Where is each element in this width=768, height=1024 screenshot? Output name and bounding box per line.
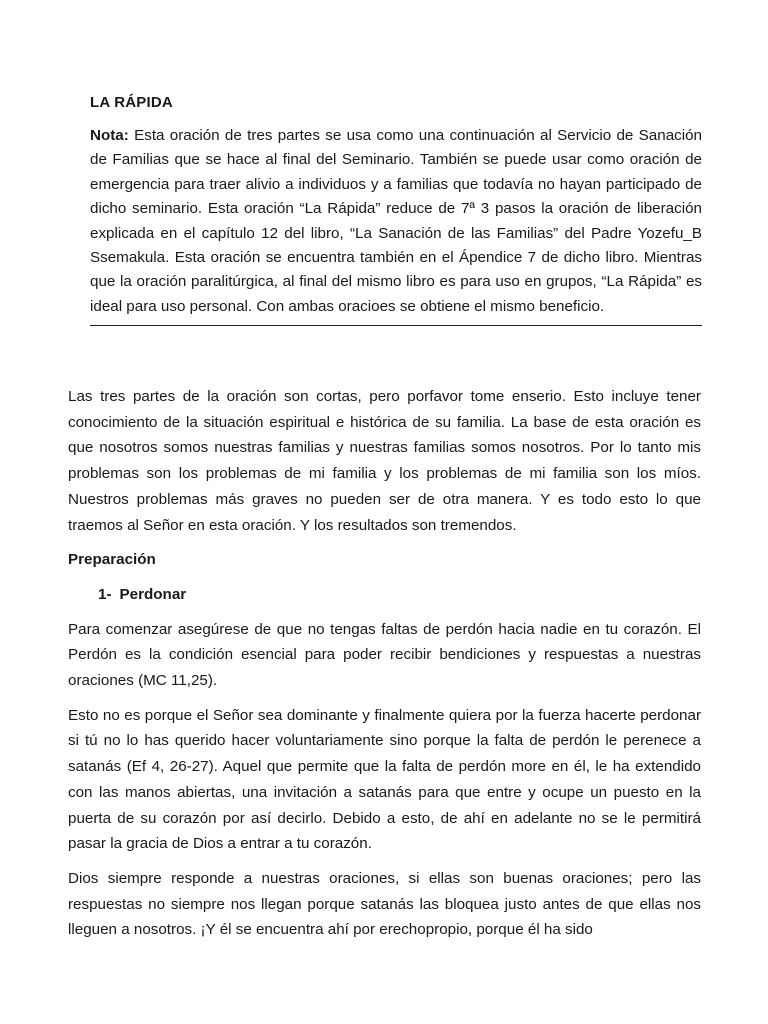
- paragraph-forgiveness: Para comenzar asegúrese de que no tengas faltas de perdón hacia nadie en tu corazón. El Perdón es la condición esencial para poder recibir bendiciones y respuestas a nuestras oraciones (MC 11,25).: [68, 620, 701, 690]
- step-title: Perdonar: [119, 585, 187, 603]
- note-text: Esta oración de tres partes se usa como una continuación al Servicio de Sanación de Familias que se hace al final del Seminario. También se puede usar como oración de emergencia para traer alivio a individuos y a familias que todavía no hayan participado de dicho seminario. Esta oración “La Rápida” reduce de 7ª 3 pasos la oración de liberación explicada en el capítulo 12 del libro, “La Sanación de las Familias” del Padre Yozefu_B Ssemakula. Esta oración se encuentra también en el Ápendice 7 de dicho libro. Mientras que la oración paralitúrgica, al final del mismo libro es para uso en grupos, “La Rápida” es ideal para uso personal. Con ambas oracioes se obtiene el mismo beneficio.: [90, 127, 702, 315]
- section-heading: Preparación: [68, 551, 156, 569]
- note-label: Nota:: [90, 127, 129, 144]
- step-number: 1-: [98, 585, 112, 603]
- paragraph-answers: Dios siempre responde a nuestras oraciones, si ellas son buenas oraciones; pero las respuestas no siempre nos llegan porque satanás las bloquea justo antes de que ellas nos lleguen a nosotros. ¡Y él se encuentra ahí por erechopropio, porque él ha sido: [68, 869, 701, 939]
- note-box: [90, 124, 702, 326]
- document-body: [68, 384, 701, 952]
- paragraph-explanation: Esto no es porque el Señor sea dominante y finalmente quiera por la fuerza hacerte perdonar si tú no lo has querido hacer voluntariamente sino porque la falta de perdón le perenece a satanás (Ef 4, 26-27). Aquel que permite que la falta de perdón more en él, le ha extendido con las manos abiertas, una invitación a satanás para que entre y ocupe un puesto en la puerta de su corazón por así decirlo. Debido a esto, de ahí en adelante no se le permitirá pasar la gracia de Dios a entrar a tu corazón.: [68, 706, 701, 853]
- intro-paragraph: Las tres partes de la oración son cortas, pero porfavor tome enserio. Esto incluye tener conocimiento de la situación espiritual e histórica de su familia. La base de esta oración es que nosotros somos nuestras familias y nuestras familias somos nosotros. Por lo tanto mis problemas son los problemas de mi familia y los problemas de mi familia son los míos. Nuestros problemas más graves no pueden ser de otra manera. Y es todo esto lo que traemos al Señor en esta oración. Y los resultados son tremendos.: [68, 388, 701, 534]
- document-title: LA RÁPIDA: [90, 94, 173, 111]
- step-heading: [68, 582, 701, 608]
